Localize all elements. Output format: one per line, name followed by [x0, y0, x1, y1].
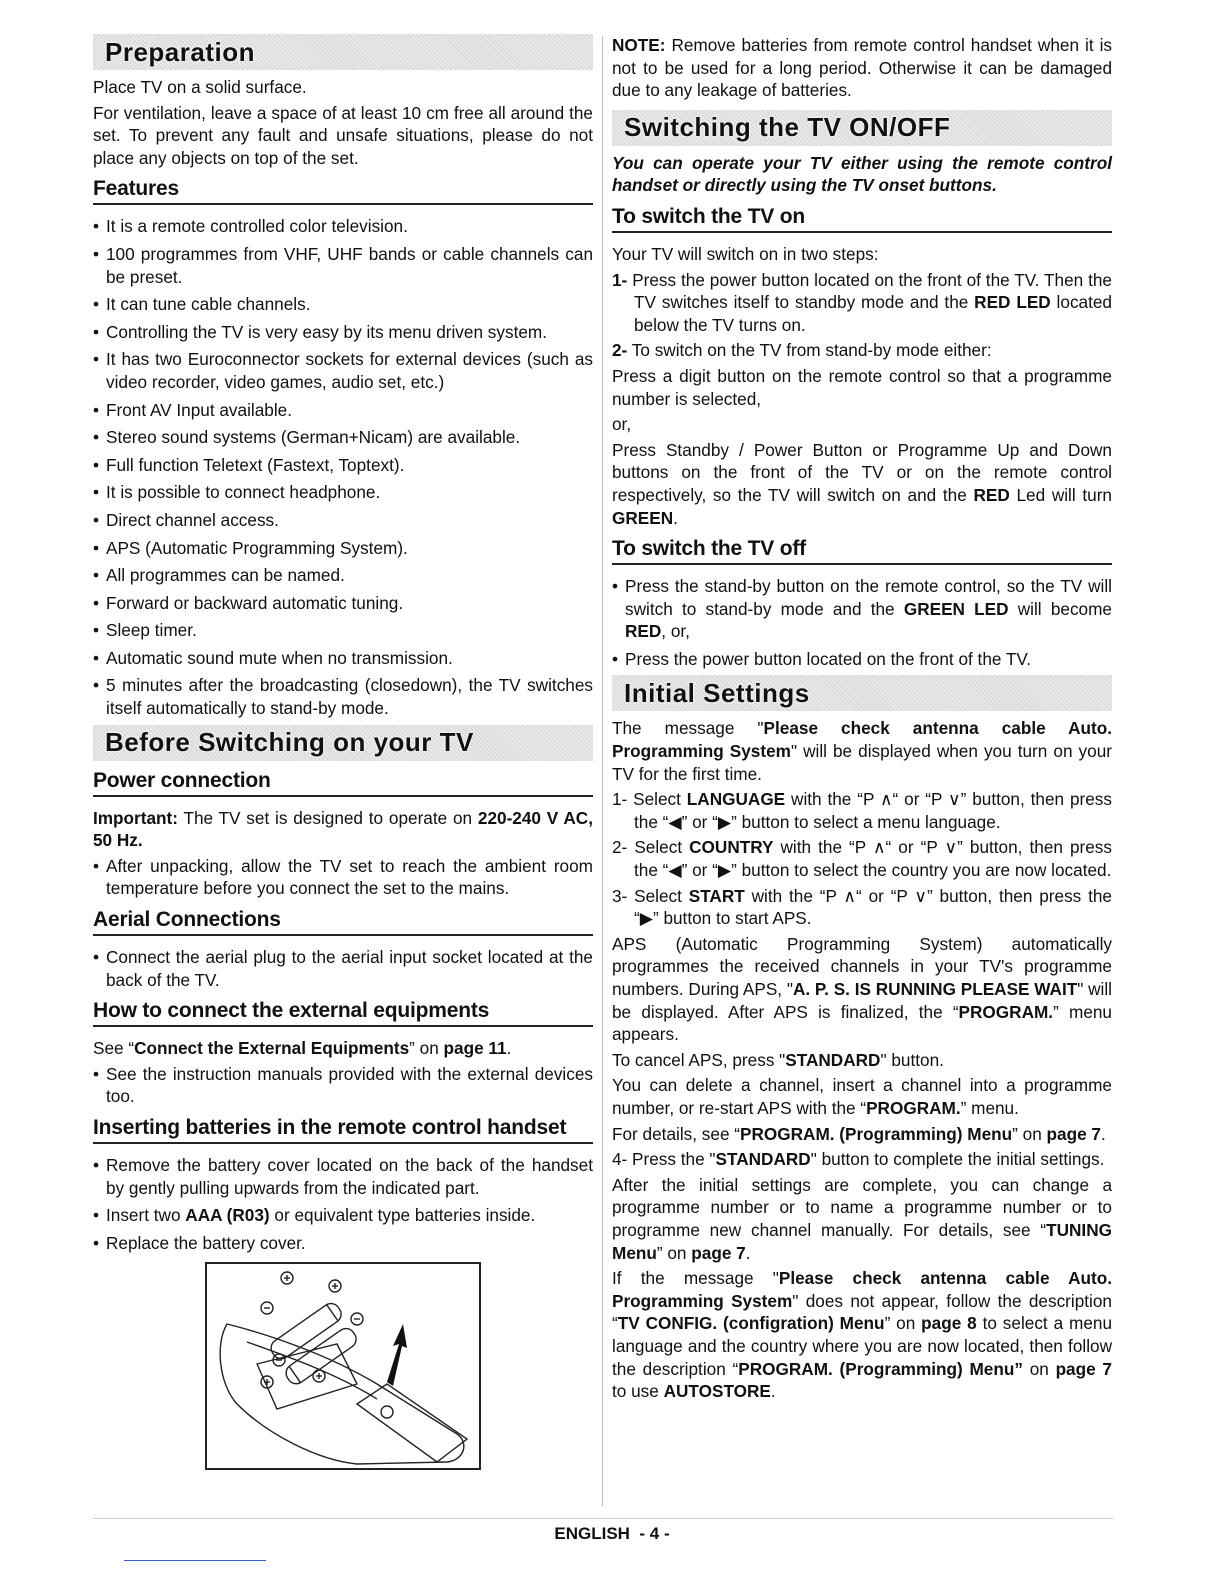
ref-text: . — [506, 1038, 512, 1059]
note-label: NOTE: — [612, 35, 666, 55]
page-ref: page 7 — [1055, 1358, 1112, 1379]
step-number: 2- — [612, 340, 628, 361]
ref-link-title: Connect the External Equipments — [134, 1038, 410, 1059]
initial-p6 — [612, 1174, 1112, 1264]
preparation-banner — [93, 34, 593, 70]
initial-p4 — [612, 1074, 1112, 1119]
para-text: " will be displayed. After APS is finalized, the “ — [612, 979, 1112, 1022]
green-led-label: GREEN LED — [903, 598, 1009, 619]
external-list — [93, 1063, 593, 1108]
before-switching-title: Before Switching on your TV — [105, 727, 474, 758]
footer-language: ENGLISH — [554, 1524, 630, 1543]
preparation-p2: For ventilation, leave a space of at least 10 cm free all around the set. To prevent any fault and unsafe situations, please do not place any objects on top of the set. — [93, 102, 593, 168]
step-text: 4- Press the " — [612, 1149, 716, 1170]
para-text: . — [1101, 1123, 1106, 1144]
voltage-value: 220-240 V AC, 50 Hz. — [93, 807, 593, 851]
red-label: RED — [973, 484, 1010, 505]
external-equipments-heading: How to connect the external equipments — [93, 999, 593, 1027]
battery-note — [612, 34, 1112, 102]
para-text: Press Standby / Power Button or Programme Up and Down buttons on the front of the TV or on the remote control respectively, so the TV will switch on and the — [612, 439, 1112, 505]
step-number: 1- — [612, 269, 628, 290]
switch-on-heading: To switch the TV on — [612, 205, 1112, 233]
step-text: 3- Select — [612, 885, 689, 906]
program-menu-label: PROGRAM. — [866, 1097, 961, 1118]
list-item: • Automatic sound mute when no transmission. — [93, 647, 593, 670]
before-switching-banner — [93, 725, 593, 761]
switching-title: Switching the TV ON/OFF — [624, 112, 951, 143]
list-item: • Remove the battery cover located on the back of the handset by gently pulling upwards from the indicated part. — [93, 1154, 593, 1199]
para-text: " button. — [880, 1049, 944, 1070]
para-text: ” menu appears. — [612, 1001, 1112, 1045]
list-item — [612, 575, 1112, 643]
para-text: . — [673, 507, 678, 528]
switch-off-list — [612, 575, 1112, 670]
power-important — [93, 807, 593, 852]
standard-label: STANDARD — [785, 1049, 881, 1070]
initial-p5 — [612, 1123, 1112, 1146]
para-text: After the initial settings are complete, you can change a programme number or to name a programme number or to programme new channel manually. For details, see “ — [612, 1174, 1112, 1240]
aps-running-message: A. P. S. IS RUNNING PLEASE WAIT — [792, 979, 1078, 999]
switching-banner — [612, 110, 1112, 146]
battery-type: AAA (R03) — [185, 1205, 270, 1226]
initial-step4 — [612, 1148, 1112, 1171]
switch-off-heading: To switch the TV off — [612, 537, 1112, 565]
list-item: • It can tune cable channels. — [93, 293, 593, 316]
initial-p1 — [612, 717, 1112, 785]
features-heading: Features — [93, 177, 593, 205]
list-item: • Stereo sound systems (German+Nicam) are available. — [93, 426, 593, 449]
para-text: ” on — [884, 1313, 922, 1334]
ref-page: page 11 — [443, 1038, 507, 1059]
item-text: or equivalent type batteries inside. — [269, 1205, 536, 1226]
red-label: RED — [625, 621, 662, 642]
language-label: LANGUAGE — [686, 789, 786, 810]
list-item: • Sleep timer. — [93, 619, 593, 642]
batteries-heading: Inserting batteries in the remote control handset — [93, 1116, 593, 1144]
tv-config-ref: TV CONFIG. (configration) Menu — [617, 1313, 885, 1334]
switch-on-p2: Press a digit button on the remote control so that a programme number is selected, — [612, 365, 1112, 409]
initial-p7 — [612, 1267, 1112, 1403]
list-item: • 100 programmes from VHF, UHF bands or cable channels can be preset. — [93, 243, 593, 288]
list-item: • After unpacking, allow the TV set to reach the ambient room temperature before you connect the set to the mains. — [93, 855, 593, 900]
switch-on-step1 — [612, 269, 1112, 337]
switch-on-p1: Your TV will switch on in two steps: — [612, 243, 879, 264]
initial-step1 — [612, 788, 1112, 833]
para-text: The message " — [612, 718, 764, 739]
para-text: If the message " — [612, 1268, 779, 1289]
para-text: ” on — [1012, 1123, 1047, 1144]
para-text: to use — [612, 1381, 664, 1402]
initial-step3 — [612, 885, 1112, 930]
left-column — [93, 34, 593, 1470]
note-text: Remove batteries from remote control handset when it is not to be used for a long period. Otherwise it can be damaged due to any leakage of batteries. — [612, 35, 1112, 101]
standard-label: STANDARD — [715, 1149, 811, 1170]
list-item: • APS (Automatic Programming System). — [93, 537, 593, 560]
step-text: To switch on the TV from stand-by mode either: — [627, 340, 992, 361]
initial-step2 — [612, 836, 1112, 881]
step-text: 2- Select — [612, 837, 690, 858]
program-menu-ref: PROGRAM. (Programming) Menu” — [738, 1358, 1023, 1379]
item-text: Insert two — [106, 1205, 186, 1226]
list-item: • Controlling the TV is very easy by its menu driven system. — [93, 321, 593, 344]
para-text: . — [745, 1242, 751, 1263]
link-underline — [124, 1560, 266, 1561]
initial-p2 — [612, 933, 1112, 1046]
country-label: COUNTRY — [689, 837, 774, 858]
list-item: • It has two Euroconnector sockets for external devices (such as video recorder, video games, audio set, etc.) — [93, 348, 593, 393]
para-text: Led will turn — [1009, 484, 1112, 505]
list-item: • See the instruction manuals provided with the external devices too. — [93, 1063, 593, 1108]
para-text: ” menu. — [960, 1097, 1019, 1118]
battery-insertion-figure — [205, 1262, 481, 1470]
item-text: , or, — [661, 621, 690, 642]
initial-settings-title: Initial Settings — [624, 677, 810, 708]
step-text: with the “P ∧“ or “P ∨” button, then press the “◀” or “▶” button to select the country you are now located. — [634, 837, 1112, 881]
footer-rule — [93, 1518, 1113, 1519]
para-text: " does not appear, follow the description “ — [612, 1290, 1112, 1334]
red-led-label: RED LED — [974, 292, 1051, 313]
para-text: You can delete a channel, insert a channel into a programme number, or re-start APS with the “ — [612, 1075, 1112, 1118]
ref-text: ” on — [409, 1038, 444, 1059]
start-label: START — [688, 885, 745, 906]
switch-on-step2 — [612, 339, 1112, 362]
preparation-title: Preparation — [105, 36, 255, 67]
list-item: • Forward or backward automatic tuning. — [93, 592, 593, 615]
features-list — [93, 215, 593, 719]
switching-intro: You can operate your TV either using the remote control handset or directly using the TV onset buttons. — [612, 152, 1112, 196]
autostore-label: AUTOSTORE — [663, 1381, 771, 1402]
message-text: Please check antenna cable Auto. Programming System — [612, 718, 1112, 762]
ref-text: See “ — [93, 1038, 135, 1059]
step-text: with the “P ∧“ or “P ∨” button, then press the “◀” or “▶” button to select a menu language. — [634, 789, 1112, 832]
power-connection-heading: Power connection — [93, 769, 593, 797]
page-footer — [0, 1524, 1224, 1544]
list-item: • Replace the battery cover. — [93, 1232, 593, 1255]
important-label: Important: — [93, 807, 178, 828]
step-text: located below the TV turns on. — [634, 292, 1112, 335]
batteries-list — [93, 1154, 593, 1254]
list-item: • Front AV Input available. — [93, 399, 593, 422]
page-ref: page 7 — [1046, 1123, 1101, 1144]
list-item: • 5 minutes after the broadcasting (closedown), the TV switches itself automatically to stand-by mode. — [93, 674, 593, 719]
step-text: with the “P ∧“ or “P ∨” button, then press the “▶” button to start APS. — [634, 885, 1112, 929]
remote-battery-illustration — [207, 1264, 479, 1468]
step-text: Press the power button located on the front of the TV. Then the TV switches itself to standby mode and the — [627, 269, 1112, 313]
para-text: " will be displayed when you turn on your TV for the first time. — [612, 741, 1112, 784]
item-text: Press the stand-by button on the remote control, so the TV will switch to stand-by mode and the — [625, 576, 1112, 619]
para-text: For details, see “ — [612, 1123, 740, 1144]
initial-settings-banner — [612, 675, 1112, 711]
initial-p3 — [612, 1049, 1112, 1072]
page-ref: page 7 — [691, 1242, 746, 1263]
switch-on-p3 — [612, 439, 1112, 529]
list-item: • Connect the aerial plug to the aerial input socket located at the back of the TV. — [93, 946, 593, 991]
para-text: ” on — [656, 1242, 692, 1263]
para-text: APS (Automatic Programming System) automatically programmes the received channels in your TV's programme numbers. During APS, " — [612, 933, 1112, 999]
para-text: To cancel APS, press " — [612, 1049, 786, 1070]
program-menu-label: PROGRAM. — [958, 1001, 1054, 1022]
list-item: • Full function Teletext (Fastext, Toptext). — [93, 454, 593, 477]
list-item: • Direct channel access. — [93, 509, 593, 532]
step-text: " button to complete the initial settings. — [810, 1149, 1105, 1170]
right-column — [612, 34, 1112, 1406]
list-item — [93, 1204, 593, 1227]
external-see-reference — [93, 1037, 593, 1060]
list-item: • All programmes can be named. — [93, 564, 593, 587]
aerial-connections-heading: Aerial Connections — [93, 908, 593, 936]
item-text: will become — [1008, 598, 1112, 619]
important-text: The TV set is designed to operate on — [177, 807, 478, 828]
list-item: • Press the power button located on the front of the TV. — [612, 648, 1112, 671]
power-list — [93, 855, 593, 900]
step-text: 1- Select — [612, 789, 687, 810]
page-number: - 4 - — [639, 1524, 670, 1543]
para-text: to select a menu language and the country where you are now located, then follow the description “ — [612, 1313, 1112, 1379]
message-text: Please check antenna cable Auto. Programming System — [612, 1268, 1112, 1311]
page-ref: page 8 — [921, 1313, 977, 1334]
green-label: GREEN — [612, 507, 674, 528]
para-text: on — [1022, 1358, 1056, 1379]
program-menu-ref: PROGRAM. (Programming) Menu — [740, 1123, 1013, 1144]
switch-on-or: or, — [612, 414, 632, 435]
aerial-list — [93, 946, 593, 991]
para-text: . — [770, 1381, 776, 1402]
list-item: • It is a remote controlled color television. — [93, 215, 593, 238]
list-item: • It is possible to connect headphone. — [93, 481, 593, 504]
preparation-p1: Place TV on a solid surface. — [93, 77, 307, 97]
tuning-menu-ref: TUNING Menu — [612, 1219, 1112, 1263]
column-divider — [602, 36, 603, 1506]
